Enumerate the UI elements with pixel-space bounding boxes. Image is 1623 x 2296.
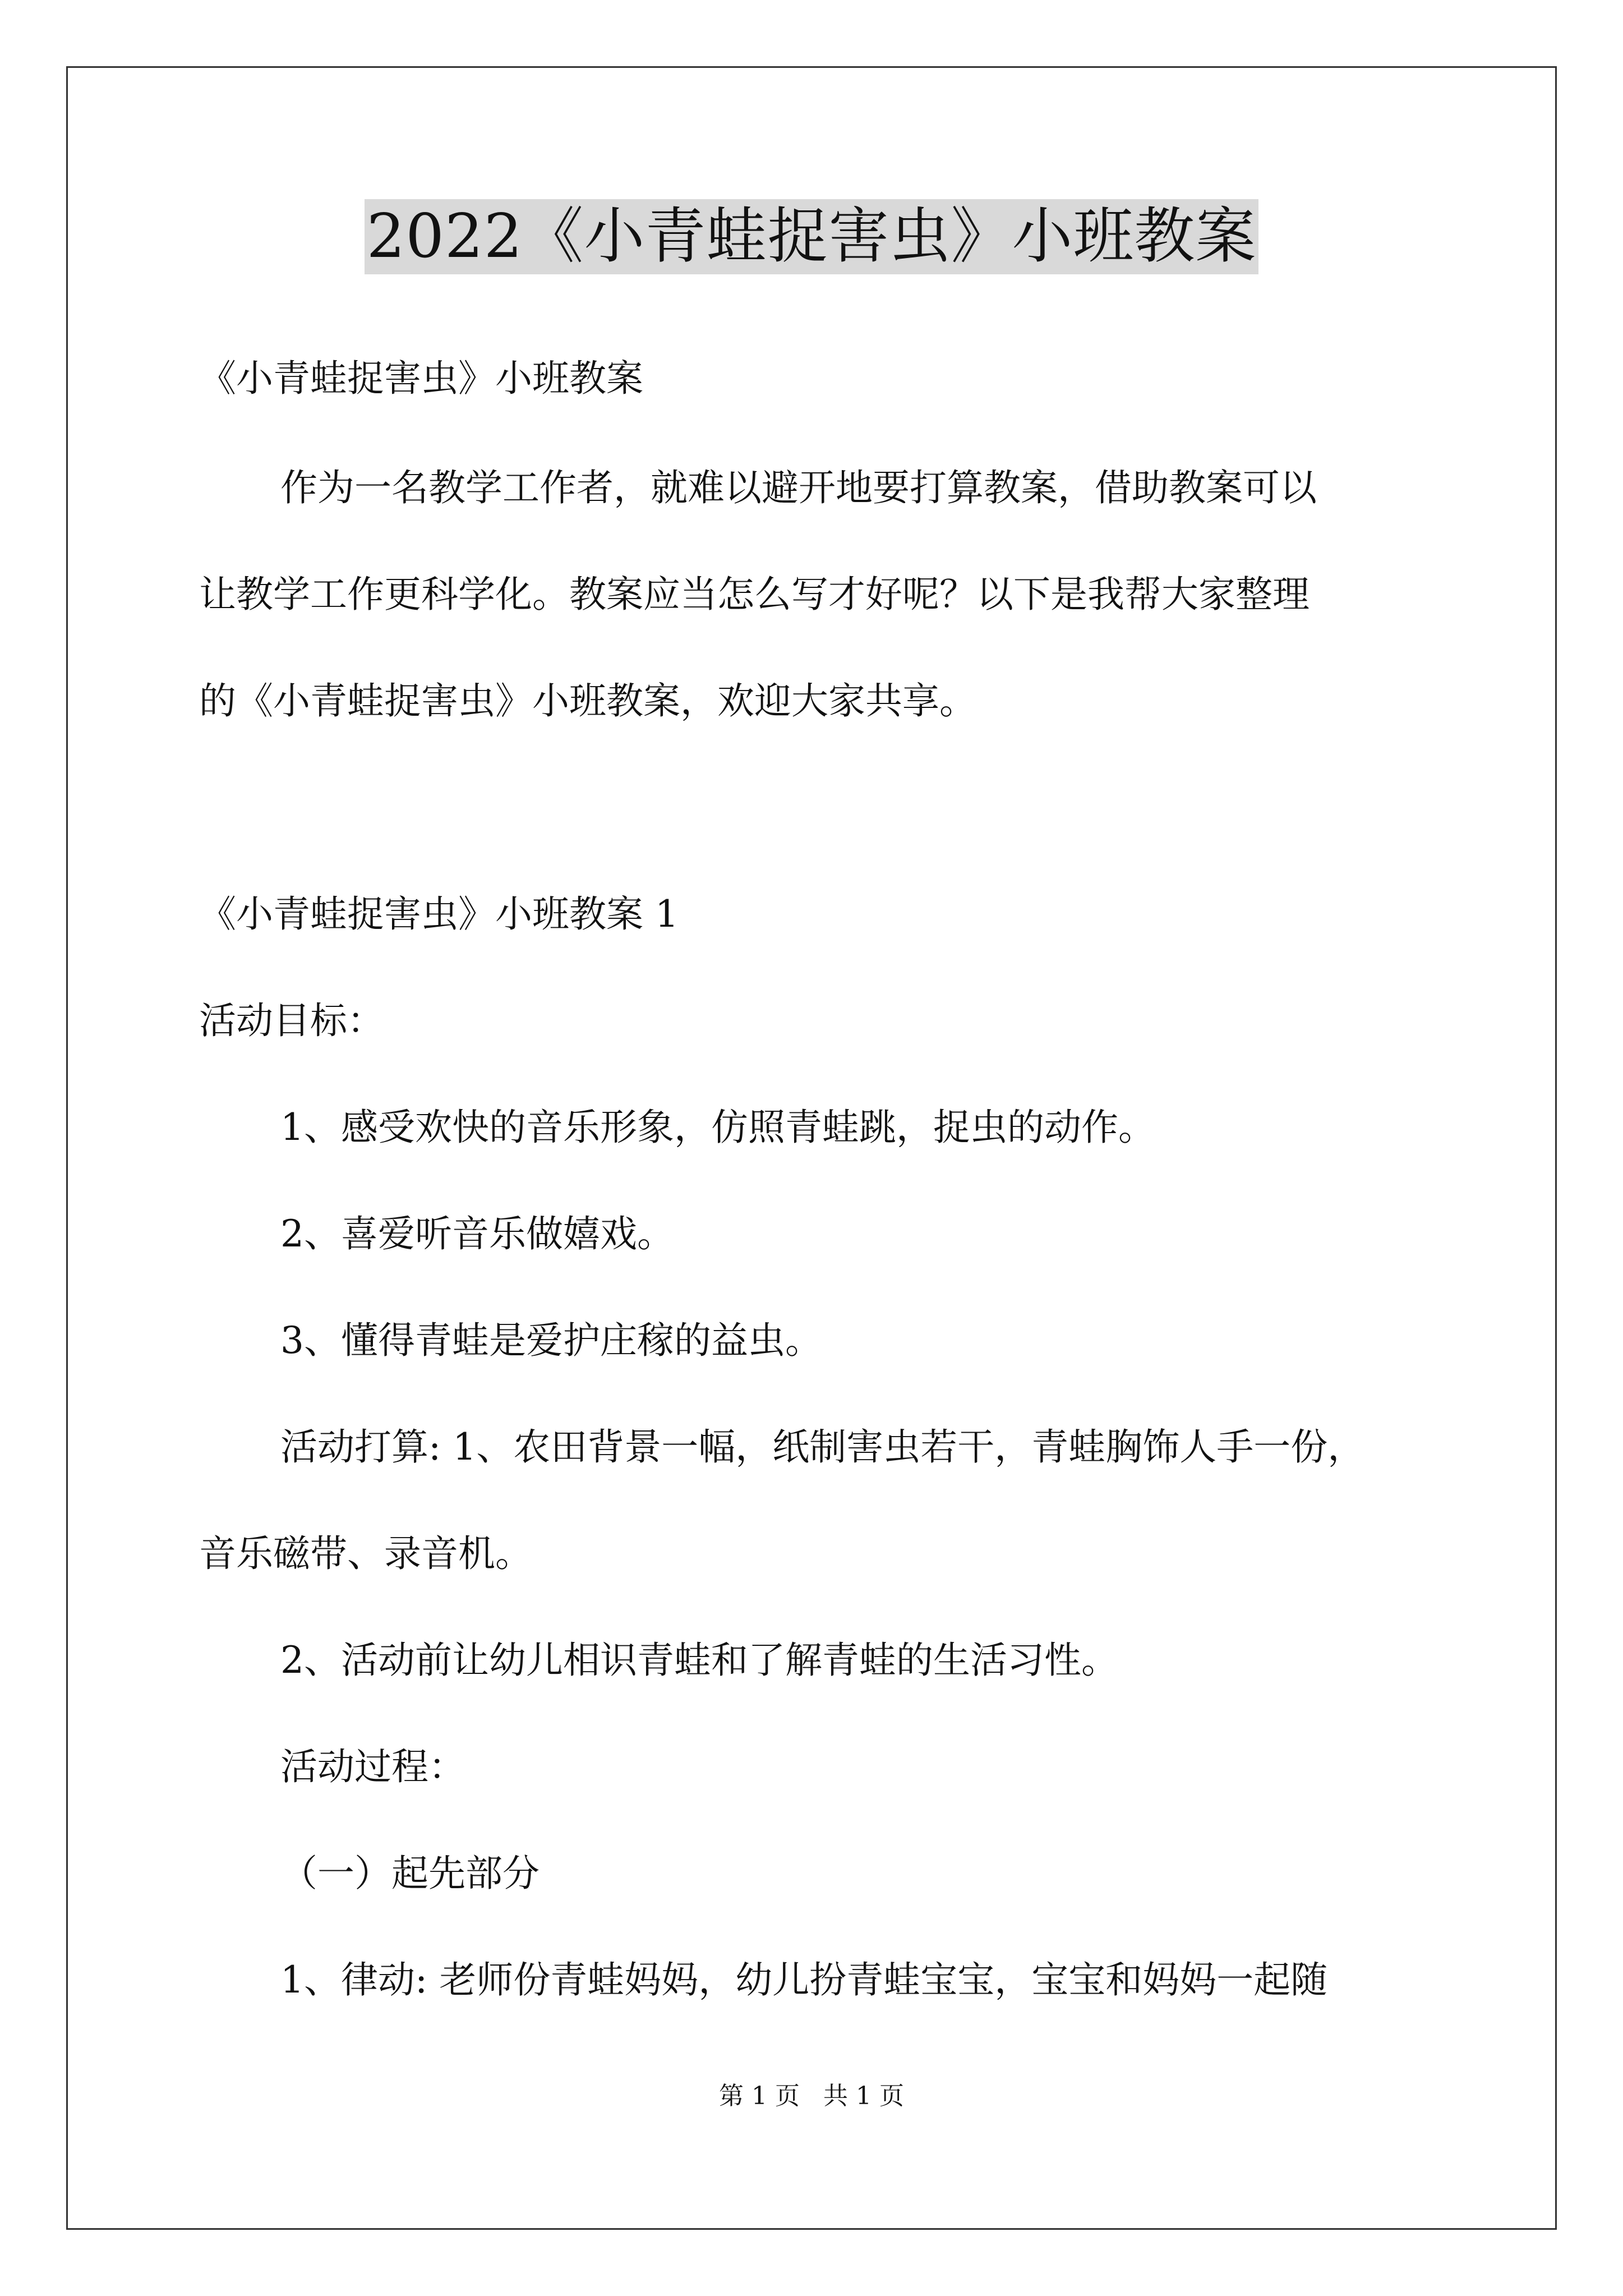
step-one-line: 1、律动: 老师份青蛙妈妈，幼儿扮青蛙宝宝，宝宝和妈妈一起随 (280, 1958, 1328, 2001)
page-footer (0, 2081, 1623, 2111)
page-total: 共 1 页 (823, 2082, 904, 2110)
goals-heading: 活动目标： (199, 999, 384, 1042)
part-one-heading: （一）起先部分 (280, 1852, 540, 1895)
prep-line-3: 2、活动前让幼儿相识青蛙和了解青蛙的生活习性。 (280, 1639, 1118, 1682)
goal-item-3: 3、懂得青蛙是爱护庄稼的益虫。 (280, 1319, 822, 1362)
document-title: 2022《小青蛙捉害虫》小班教案 (365, 199, 1259, 274)
intro-line-1: 作为一名教学工作者，就难以避开地要打算教案，借助教案可以 (280, 466, 1317, 509)
intro-line-2: 让教学工作更科学化。教案应当怎么写才好呢？以下是我帮大家整理 (199, 573, 1310, 616)
intro-line-3: 的《小青蛙捉害虫》小班教案，欢迎大家共享。 (199, 679, 976, 723)
goal-item-1: 1、感受欢快的音乐形象，仿照青蛙跳，捉虫的动作。 (280, 1106, 1155, 1149)
title-container (0, 199, 1623, 274)
section-heading: 《小青蛙捉害虫》小班教案 1 (199, 892, 679, 936)
goal-item-2: 2、喜爱听音乐做嬉戏。 (280, 1212, 674, 1255)
process-heading: 活动过程： (280, 1745, 465, 1788)
prep-line-1: 活动打算: 1、农田背景一幅，纸制害虫若干，青蛙胸饰人手一份， (280, 1425, 1365, 1469)
prep-line-2: 音乐磁带、录音机。 (199, 1532, 532, 1575)
subtitle: 《小青蛙捉害虫》小班教案 (199, 357, 643, 400)
page-number: 第 1 页 (719, 2082, 800, 2110)
